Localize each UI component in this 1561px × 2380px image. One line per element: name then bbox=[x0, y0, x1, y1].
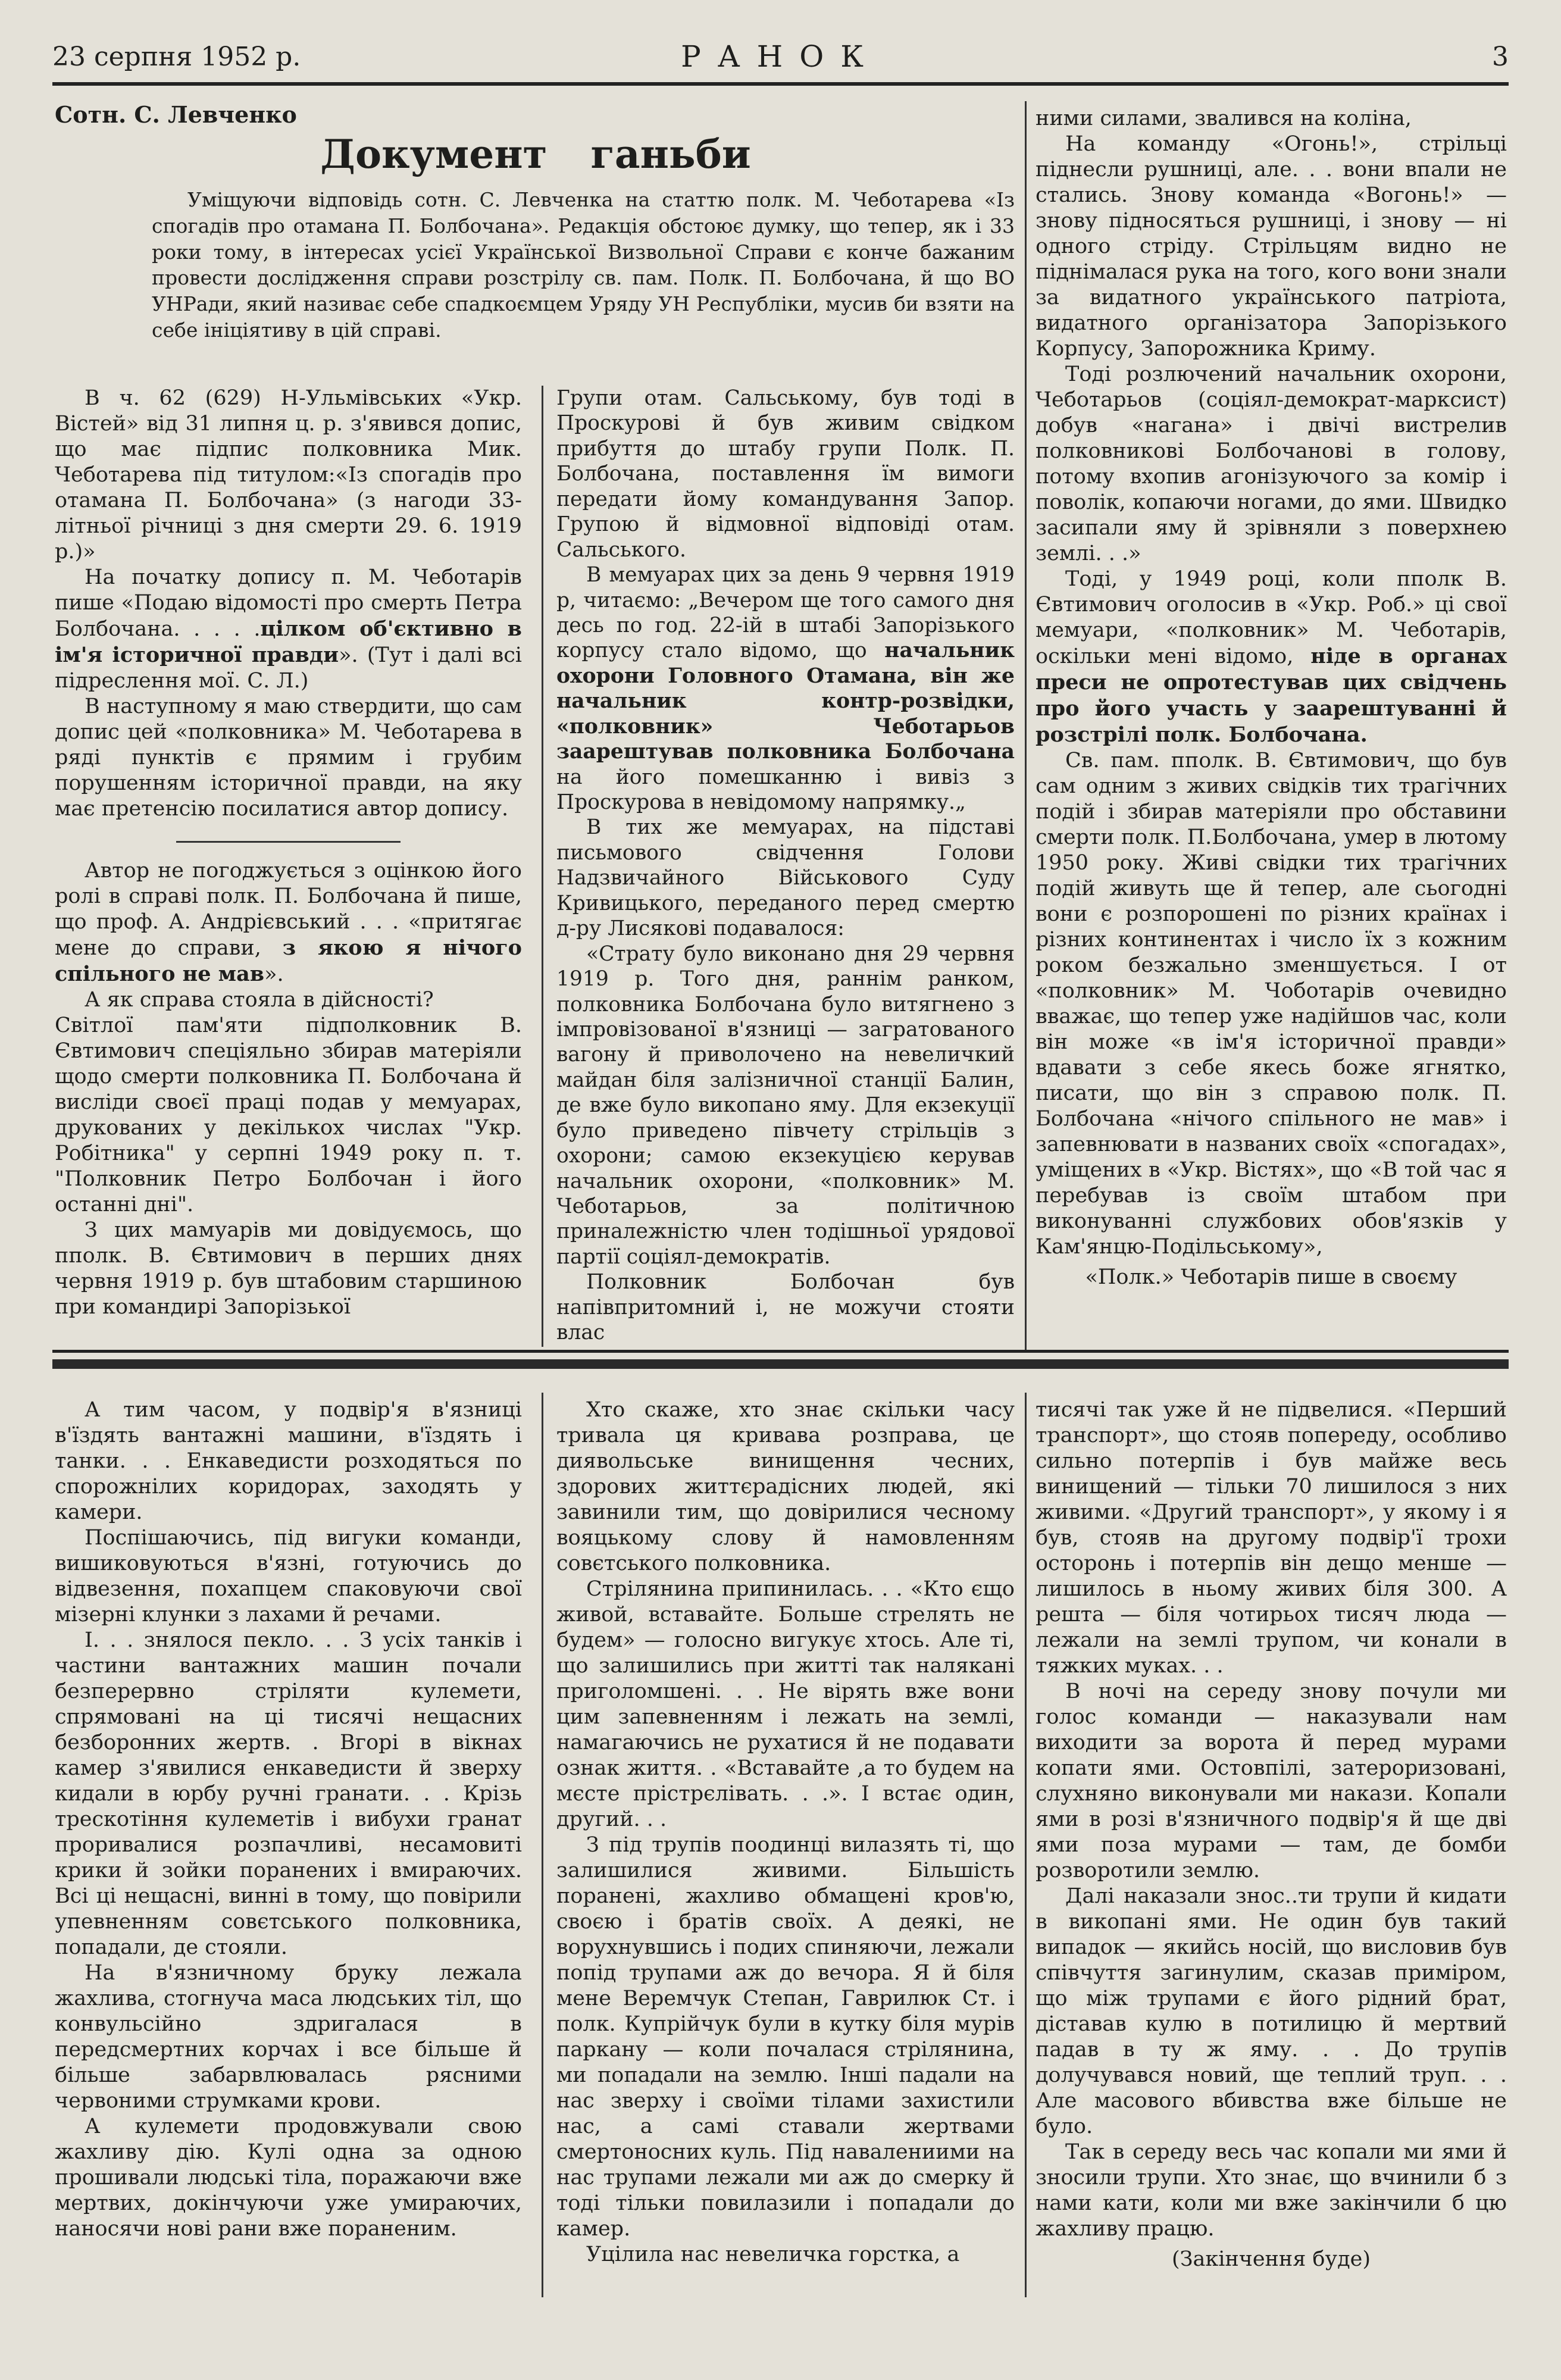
paragraph: Так в середу весь час копали ми ями й зносили трупи. Хто знає, що вчинили б з нами кати, коли ми вже закінчили б цю жахливу працю. bbox=[1036, 2140, 1507, 2241]
paragraph: На в'язничному бруку лежала жахлива, стогнуча маса людських тіл, що конвульсійно здригалася в передсмертних корчах і все більше й більше забарвлювалась рясними червоними струмками крови. bbox=[55, 1961, 522, 2113]
to-be-continued: (Закінчення буде) bbox=[1171, 2247, 1371, 2271]
thick-section-rule bbox=[52, 1359, 1509, 1369]
article-column-2 bbox=[556, 386, 1015, 1346]
column-divider bbox=[542, 1393, 543, 2297]
paragraph: І. . . знялося пекло. . . З усіх танків і частини вантажних машин почали безперервно стріляти кулемети, спрямовані на ці тисячі нещасних безборонних жертв. . Вгорі в вікнах камер з'явилися енкаведисти й зверху кидали в юрбу ручні гранати. . . Крізь трескотіння кулеметів і вибухи гранат проривалися розпачливі, несамовиті крики й зойки поранених і вмираючих. Всі ці нещасні, винні в тому, що повірили упевненням совєтського полковника, попадали, де стояли. bbox=[55, 1628, 522, 1959]
emphasis: ніде в органах преси не опротестував цих свідчень про його участь у заарештуванні й розстрілі полк. Болбочана. bbox=[1036, 644, 1507, 747]
paragraph: А кулемети продовжували свою жахливу дію. Кулі одна за одною прошивали людські тіла, поражаючи вже мертвих, докінчуючи уже умираючих, наносячи нові рани вже пораненим. bbox=[55, 2115, 522, 2241]
paragraph: Світлої пам'яти підполковник В. Євтимович спеціяльно збирав матеріяли щодо смерти полковника П. Болбочана й висліди своєї праці подав у мемуарах, друкованих у декількох числах "Укр. Робітника" у серпні 1949 року п. т. "Полковник Петро Болбочан і його останні дні". bbox=[55, 1014, 522, 1216]
continued-column-3 bbox=[1036, 1397, 1507, 2272]
paragraph: Далі наказали знос..ти трупи й кидати в викопані ями. Не один був такий випадок — якийсь носій, що висловив був співчуття загинулим, сказав приміром, що між трупами є його рідний брат, діставав кулю в потилицю й мертвий падав в ту ж яму. . . До трупів долучувався новий, ще теплий труп. . . Але масового вбивства вже більше не було. bbox=[1036, 1884, 1507, 2138]
article-column-1 bbox=[55, 386, 522, 1320]
page-header bbox=[52, 36, 1509, 77]
paragraph: На команду «Огонь!», стрільці піднесли рушниці, але. . . вони впали не стались. Знову команда «Вогонь!» — знову підносяться рушниці, і знову — ні одного стріду. Стрільцям видно не піднімалася рука на того, кого вони знали за видатного українського патріота, видатного організатора Запорізького Корпусу, Запорожника Криму. bbox=[1036, 132, 1507, 361]
continued-column-1 bbox=[55, 1397, 522, 2242]
paragraph: Полковник Болбочан був напівпритомний і, не можучи стояти влас bbox=[556, 1270, 1015, 1345]
emphasis: цілком об'єктивно в ім'я історичної правди bbox=[55, 617, 523, 667]
emphasis: начальник охорони Головного Отамана, він же начальник контр-розвідки, «полковник» Чеботарьов заарештував полковника Болбочана bbox=[556, 639, 1015, 764]
article-headline: Документ ганьби bbox=[320, 131, 751, 177]
paragraph: В ч. 62 (629) Н-Ульмівських «Укр. Вістей» від 31 липня ц. р. з'явився допис, що має підпис полковника Мик. Чеботарева під титулом:«Із спогадів про отамана П. Болбочана» (з нагоди 33-літньої річниці з дня смерти 29. 6. 1919 р.)» bbox=[55, 386, 522, 564]
paragraph: Св. пам. пполк. В. Євтимович, що був сам одним з живих свідків тих трагічних подій і збирав матеріяли про обставини смерти полк. П.Болбочана, умер в лютому 1950 року. Живі свідки тих трагічних подій живуть ще й тепер, але сьогодні вони є розпорошені по різних країнах і різних континентах і число їх з кожним роком безжально зменшується. І от «полковник» М. Чоботарів очевидно вважає, що тепер уже надійшов час, коли він може «в ім'я історичної правди» вдавати з себе якесь боже ягнятко, писати, що він з справою полк. П. Болбочана «нічого спільного не мав» і запевнювати в названих своїх «спогадах», уміщених в «Укр. Вістях», що «В той час я перебував із своїм штабом при виконуванні службових обов'язків у Кам'янцю-Подільському», bbox=[1036, 749, 1507, 1259]
paragraph: «Полк.» Чеботарів пише в своєму bbox=[1085, 1265, 1457, 1289]
page-number: 3 bbox=[1492, 42, 1509, 72]
paragraph: ними силами, звалився на коліна, bbox=[1036, 107, 1412, 130]
paragraph: Хто скаже, хто знає скільки часу тривала ця кривава розправа, це диявольське винищення чесних, здорових життєрадісних людей, які завинили тим, що довірилися чесному вояцькому слову й намовленням совєтського полковника. bbox=[556, 1398, 1015, 1575]
paragraph: Автор не погоджується з оцінкою його ролі в справі полк. П. Болбочана й пише, що проф. А. Андрієвський . . . «притягає мене до справи, з якою я нічого спільного не мав». bbox=[55, 859, 522, 986]
section-rule bbox=[52, 1350, 1509, 1353]
paragraph: З під трупів поодинці вилазять ті, що залишилися живими. Більшість поранені, жахливо обмащені кров'ю, своєю і братів своїх. А деякі, не ворухнувшись і подих спиняючи, лежали попід трупами аж до вечора. Я й біля мене Веремчук Степан, Гаврилюк Ст. і полк. Купрійчук були в кутку біля мурів паркану — коли почалася стрілянина, ми попадали на землю. Інші падали на нас зверху і своїми тілами захистили нас, а самі ставали жертвами смертоносних куль. Під навалениими на нас трупами лежали ми аж до смерку й тоді тільки повилазили і попадали до камер. bbox=[556, 1833, 1015, 2241]
paragraph: В наступному я маю ствердити, що сам допис цей «полковника» М. Чеботарева в ряді пунктів є прямим і грубим порушенням історичної правди, на яку має претенсію посилатися автор допису. bbox=[55, 695, 522, 821]
paragraph: З цих мамуарів ми довідуємось, що пполк. В. Євтимович в перших днях червня 1919 р. був штабовим старшиною при командирі Запорізької bbox=[55, 1218, 522, 1319]
paragraph: В мемуарах цих за день 9 червня 1919 р, читаємо: „Вечером ще того самого дня десь по год. 22-ій в штабі Запорізького корпусу стало відомо, що начальник охорони Головного Отамана, він же начальник контр-розвідки, «полковник» Чеботарьов заарештував полковника Болбочана на його помешканню і вивіз з Проскурова в невідомому напрямку.„ bbox=[556, 563, 1015, 814]
column-divider bbox=[1025, 101, 1027, 1351]
paragraph: Групи отам. Сальському, був тоді в Проскурові й був живим свідком прибуття до штабу групи Полк. П. Болбочана, поставлення їм вимоги передати йому командування Запор. Групою й відмовної відповіді отам. Сальського. bbox=[556, 386, 1015, 562]
paragraph: тисячі так уже й не підвелися. «Перший транспорт», що стояв попереду, особливо сильно потерпів і був майже весь винищений — тільки 70 лишилося з них живими. «Другий транспорт», у якому і я був, стояв на другому подвір'ї трохи осторонь і потерпів він дещо менше — лишилось в ньому живих біля 300. А решта — біля чотирьох тисяч люда — лежали на землі трупом, чи конали в тяжких муках. . . bbox=[1036, 1398, 1507, 1678]
paragraph: Поспішаючись, під вигуки команди, вишиковуються в'язні, готуючись до відвезення, похапцем спаковуючи свої мізерні клунки з лахами й речами. bbox=[55, 1526, 522, 1627]
paragraph: «Страту було виконано дня 29 червня 1919 р. Того дня, раннім ранком, полковника Болбочана було витягнено з імпровізованої в'язниці — загратованого вагону й приволочено на невеличкий майдан біля залізничної станції Балин, де вже було викопано яму. Для екзекуції було приведено півчету стрільців з охорони; самою екзекуцією керував начальник охорони, «полковник» М. Чеботарьов, за політичною приналежністю член тодішньої урядової партії соціял-демократів. bbox=[556, 942, 1015, 1269]
issue-date: 23 серпня 1952 р. bbox=[52, 42, 301, 72]
paragraph: В тих же мемуарах, на підставі письмового свідчення Голови Надзвичайного Військового Суду Кривицького, переданого перед смертю д-ру Лисякові подавалося: bbox=[556, 815, 1015, 941]
newspaper-title: РАНОК bbox=[681, 39, 880, 74]
paragraph: В ночі на середу знову почули ми голос команди — наказували нам виходити за ворота й перед мурами копати ями. Остовпілі, затероризовані, слухняно виконували ми накази. Копали ями в розі в'язничного подвір'я й ще дві ями поза мурами — там, де бомби розворотили землю. bbox=[1036, 1680, 1507, 1882]
article-column-3 bbox=[1036, 106, 1507, 1290]
paragraph: Уцілила нас невеличка горстка, а bbox=[586, 2243, 960, 2266]
editorial-intro: Уміщуючи відповідь сотн. С. Левченка на статтю полк. М. Чеботарева «Із спогадів про отамана П. Болбочана». Редакція обстоює думку, що тепер, як і 33 роки тому, в інтересах усієї Української Визвольної Справи є конче бажаним провести дослідження справи розстрілу св. пам. Полк. П. Болбочана, й що ВО УНРади, який називає себе спадкоємцем Уряду УН Республіки, мусив би взяти на себе ініціятиву в цій справі. bbox=[152, 188, 1015, 342]
paragraph: Тоді розлючений начальник охорони, Чеботарьов (соціял-демократ-марксист) добув «нагана» і двічі вистрелив полковникові Болбочанові в голову, потому вхопив агонізуючого за комір і поволік, копаючи ногами, до ями. Швидко засипали яму й зрівняли з поверхнею землі. . .» bbox=[1036, 362, 1507, 565]
continued-column-2 bbox=[556, 1397, 1015, 2268]
column-divider bbox=[542, 386, 543, 1347]
paragraph: А тим часом, у подвір'я в'язниці в'їздять вантажні машини, в'їздять і танки. . . Енкаведисти розходяться по спорожнілих коридорах, заходять у камери. bbox=[55, 1398, 522, 1524]
paragraph: Тоді, у 1949 році, коли пполк В. Євтимович оголосив в «Укр. Роб.» ці свої мемуари, «полковник» М. Чеботарів, оскільки мені відомо, ніде в органах преси не опротестував цих свідчень про його участь у заарештуванні й розстрілі полк. Болбочана. bbox=[1036, 567, 1507, 747]
paragraph: На початку допису п. М. Чеботарів пише «Подаю відомості про смерть Петра Болбочана. . . . .цілком об'єктивно в ім'я історичної правди». (Тут і далі всі підреслення мої. С. Л.) bbox=[55, 565, 523, 693]
column-divider bbox=[1025, 1393, 1027, 2297]
paragraph: Стрілянина припинилась. . . «Кто єщо живой, вставайте. Больше стрелять не будем» — голосно вигукує хтось. Але ті, що залишились при житті так налякані приголомшені. . . Не вірять вже вони цим запевненням і лежать на землі, намагаючись не рухатися й не подавати ознак життя. . «Вставайте ,а то будем на мєсте прістрєлівать. . .». І встає один, другий. . . bbox=[556, 1577, 1015, 1831]
header-rule bbox=[52, 82, 1509, 86]
paragraph: А як справа стояла в дійсності? bbox=[85, 988, 434, 1012]
emphasis: з якою я нічого спільного не мав bbox=[55, 936, 522, 986]
article-author: Сотн. С. Левченко bbox=[55, 101, 297, 128]
section-separator bbox=[176, 841, 401, 843]
